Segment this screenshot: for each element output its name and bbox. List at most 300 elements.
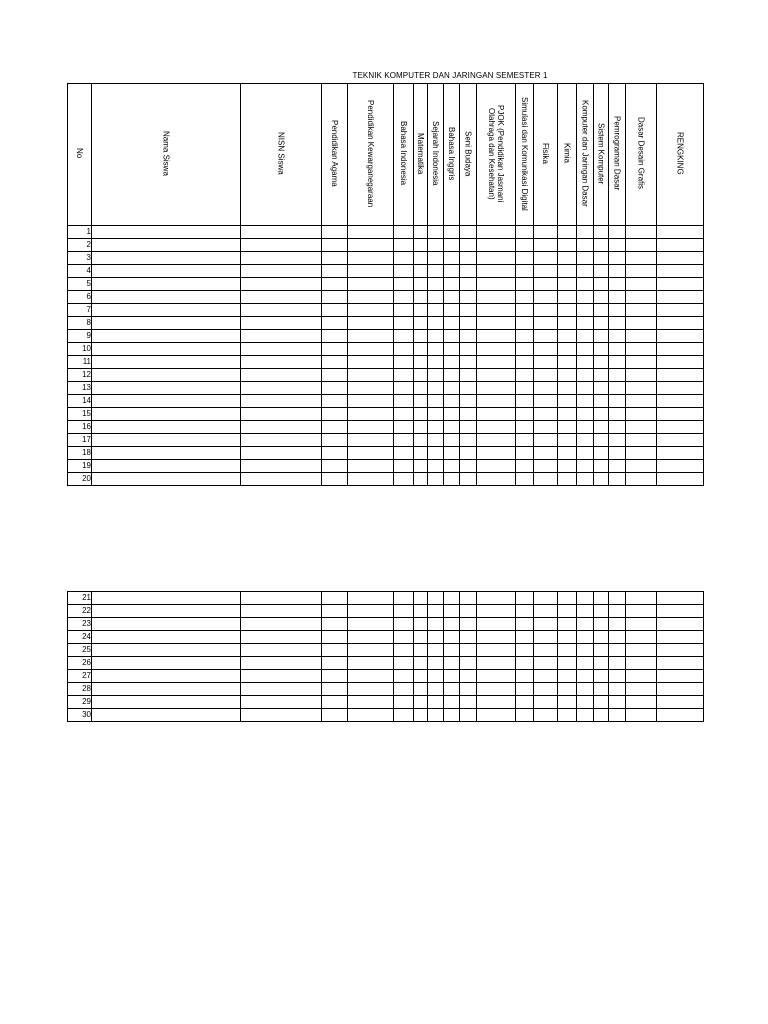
- grade-cell[interactable]: [534, 226, 558, 239]
- grade-cell[interactable]: [414, 460, 428, 473]
- grade-cell[interactable]: [394, 369, 414, 382]
- grade-cell[interactable]: [394, 239, 414, 252]
- grade-cell[interactable]: [477, 239, 516, 252]
- grade-cell[interactable]: [609, 265, 626, 278]
- grade-cell[interactable]: [609, 395, 626, 408]
- grade-cell[interactable]: [92, 317, 241, 330]
- grade-cell[interactable]: [444, 473, 460, 486]
- grade-cell[interactable]: [348, 592, 394, 605]
- grade-cell[interactable]: [477, 592, 516, 605]
- grade-cell[interactable]: [322, 343, 348, 356]
- grade-cell[interactable]: [241, 239, 322, 252]
- grade-cell[interactable]: [626, 369, 657, 382]
- grade-cell[interactable]: [394, 317, 414, 330]
- grade-cell[interactable]: [322, 657, 348, 670]
- grade-cell[interactable]: [626, 592, 657, 605]
- grade-cell[interactable]: [444, 421, 460, 434]
- grade-cell[interactable]: [626, 278, 657, 291]
- grade-cell[interactable]: [609, 683, 626, 696]
- grade-cell[interactable]: [577, 421, 594, 434]
- grade-cell[interactable]: [558, 395, 577, 408]
- grade-cell[interactable]: [92, 447, 241, 460]
- grade-cell[interactable]: [322, 265, 348, 278]
- grade-cell[interactable]: [460, 605, 477, 618]
- grade-cell[interactable]: [534, 473, 558, 486]
- grade-cell[interactable]: [516, 408, 534, 421]
- grade-cell[interactable]: [414, 670, 428, 683]
- grade-cell[interactable]: [428, 631, 444, 644]
- grade-cell[interactable]: [477, 291, 516, 304]
- grade-cell[interactable]: [460, 473, 477, 486]
- grade-cell[interactable]: [444, 709, 460, 722]
- grade-cell[interactable]: [92, 683, 241, 696]
- grade-cell[interactable]: [322, 709, 348, 722]
- grade-cell[interactable]: [626, 226, 657, 239]
- grade-cell[interactable]: [657, 421, 704, 434]
- grade-cell[interactable]: [414, 330, 428, 343]
- grade-cell[interactable]: [241, 408, 322, 421]
- grade-cell[interactable]: [626, 670, 657, 683]
- grade-cell[interactable]: [444, 631, 460, 644]
- grade-cell[interactable]: [460, 618, 477, 631]
- grade-cell[interactable]: [516, 460, 534, 473]
- grade-cell[interactable]: [428, 408, 444, 421]
- grade-cell[interactable]: [241, 304, 322, 317]
- grade-cell[interactable]: [516, 683, 534, 696]
- grade-cell[interactable]: [594, 330, 609, 343]
- grade-cell[interactable]: [626, 683, 657, 696]
- grade-cell[interactable]: [577, 592, 594, 605]
- grade-cell[interactable]: [657, 644, 704, 657]
- grade-cell[interactable]: [558, 421, 577, 434]
- grade-cell[interactable]: [609, 434, 626, 447]
- grade-cell[interactable]: [534, 382, 558, 395]
- grade-cell[interactable]: [477, 317, 516, 330]
- grade-cell[interactable]: [594, 618, 609, 631]
- grade-cell[interactable]: [558, 670, 577, 683]
- grade-cell[interactable]: [657, 408, 704, 421]
- grade-cell[interactable]: [477, 395, 516, 408]
- grade-cell[interactable]: [516, 631, 534, 644]
- grade-cell[interactable]: [609, 657, 626, 670]
- grade-cell[interactable]: [626, 618, 657, 631]
- grade-cell[interactable]: [534, 343, 558, 356]
- grade-cell[interactable]: [428, 447, 444, 460]
- grade-cell[interactable]: [348, 709, 394, 722]
- grade-cell[interactable]: [414, 696, 428, 709]
- grade-cell[interactable]: [577, 670, 594, 683]
- grade-cell[interactable]: [477, 226, 516, 239]
- grade-cell[interactable]: [609, 252, 626, 265]
- grade-cell[interactable]: [414, 447, 428, 460]
- grade-cell[interactable]: [348, 291, 394, 304]
- grade-cell[interactable]: [460, 644, 477, 657]
- grade-cell[interactable]: [657, 382, 704, 395]
- grade-cell[interactable]: [534, 460, 558, 473]
- grade-cell[interactable]: [394, 304, 414, 317]
- grade-cell[interactable]: [460, 239, 477, 252]
- grade-cell[interactable]: [657, 239, 704, 252]
- grade-cell[interactable]: [577, 356, 594, 369]
- grade-cell[interactable]: [516, 369, 534, 382]
- grade-cell[interactable]: [460, 343, 477, 356]
- grade-cell[interactable]: [428, 473, 444, 486]
- grade-cell[interactable]: [594, 460, 609, 473]
- grade-cell[interactable]: [577, 330, 594, 343]
- grade-cell[interactable]: [657, 226, 704, 239]
- grade-cell[interactable]: [534, 670, 558, 683]
- grade-cell[interactable]: [657, 592, 704, 605]
- grade-cell[interactable]: [92, 670, 241, 683]
- grade-cell[interactable]: [534, 317, 558, 330]
- grade-cell[interactable]: [460, 356, 477, 369]
- grade-cell[interactable]: [444, 239, 460, 252]
- grade-cell[interactable]: [414, 395, 428, 408]
- grade-cell[interactable]: [394, 447, 414, 460]
- grade-cell[interactable]: [322, 434, 348, 447]
- grade-cell[interactable]: [534, 395, 558, 408]
- grade-cell[interactable]: [477, 605, 516, 618]
- grade-cell[interactable]: [92, 343, 241, 356]
- grade-cell[interactable]: [92, 330, 241, 343]
- grade-cell[interactable]: [626, 304, 657, 317]
- grade-cell[interactable]: [444, 408, 460, 421]
- grade-cell[interactable]: [460, 382, 477, 395]
- grade-cell[interactable]: [558, 631, 577, 644]
- grade-cell[interactable]: [414, 356, 428, 369]
- grade-cell[interactable]: [394, 473, 414, 486]
- grade-cell[interactable]: [609, 317, 626, 330]
- grade-cell[interactable]: [657, 657, 704, 670]
- grade-cell[interactable]: [516, 592, 534, 605]
- grade-cell[interactable]: [626, 317, 657, 330]
- grade-cell[interactable]: [594, 709, 609, 722]
- grade-cell[interactable]: [414, 605, 428, 618]
- grade-cell[interactable]: [322, 592, 348, 605]
- grade-cell[interactable]: [414, 252, 428, 265]
- grade-cell[interactable]: [394, 356, 414, 369]
- grade-cell[interactable]: [322, 317, 348, 330]
- grade-cell[interactable]: [577, 434, 594, 447]
- grade-cell[interactable]: [394, 631, 414, 644]
- grade-cell[interactable]: [626, 239, 657, 252]
- grade-cell[interactable]: [394, 265, 414, 278]
- grade-cell[interactable]: [558, 278, 577, 291]
- grade-cell[interactable]: [348, 239, 394, 252]
- grade-cell[interactable]: [477, 369, 516, 382]
- grade-cell[interactable]: [414, 291, 428, 304]
- grade-cell[interactable]: [460, 657, 477, 670]
- grade-cell[interactable]: [460, 421, 477, 434]
- grade-cell[interactable]: [657, 291, 704, 304]
- grade-cell[interactable]: [609, 330, 626, 343]
- grade-cell[interactable]: [460, 330, 477, 343]
- grade-cell[interactable]: [322, 395, 348, 408]
- grade-cell[interactable]: [477, 252, 516, 265]
- grade-cell[interactable]: [558, 369, 577, 382]
- grade-cell[interactable]: [394, 434, 414, 447]
- grade-cell[interactable]: [428, 317, 444, 330]
- grade-cell[interactable]: [577, 317, 594, 330]
- grade-cell[interactable]: [477, 421, 516, 434]
- grade-cell[interactable]: [516, 709, 534, 722]
- grade-cell[interactable]: [477, 330, 516, 343]
- grade-cell[interactable]: [626, 291, 657, 304]
- grade-cell[interactable]: [657, 683, 704, 696]
- grade-cell[interactable]: [460, 369, 477, 382]
- grade-cell[interactable]: [477, 447, 516, 460]
- grade-cell[interactable]: [92, 618, 241, 631]
- grade-cell[interactable]: [92, 696, 241, 709]
- grade-cell[interactable]: [322, 291, 348, 304]
- grade-cell[interactable]: [577, 683, 594, 696]
- grade-cell[interactable]: [394, 592, 414, 605]
- grade-cell[interactable]: [609, 460, 626, 473]
- grade-cell[interactable]: [534, 239, 558, 252]
- grade-cell[interactable]: [516, 395, 534, 408]
- grade-cell[interactable]: [428, 644, 444, 657]
- grade-cell[interactable]: [460, 460, 477, 473]
- grade-cell[interactable]: [428, 605, 444, 618]
- grade-cell[interactable]: [394, 644, 414, 657]
- grade-cell[interactable]: [594, 317, 609, 330]
- grade-cell[interactable]: [92, 709, 241, 722]
- grade-cell[interactable]: [460, 291, 477, 304]
- grade-cell[interactable]: [444, 226, 460, 239]
- grade-cell[interactable]: [516, 252, 534, 265]
- grade-cell[interactable]: [414, 265, 428, 278]
- grade-cell[interactable]: [322, 644, 348, 657]
- grade-cell[interactable]: [414, 369, 428, 382]
- grade-cell[interactable]: [558, 644, 577, 657]
- grade-cell[interactable]: [594, 421, 609, 434]
- grade-cell[interactable]: [609, 408, 626, 421]
- grade-cell[interactable]: [348, 644, 394, 657]
- grade-cell[interactable]: [609, 618, 626, 631]
- grade-cell[interactable]: [322, 670, 348, 683]
- grade-cell[interactable]: [477, 670, 516, 683]
- grade-cell[interactable]: [241, 618, 322, 631]
- grade-cell[interactable]: [534, 369, 558, 382]
- grade-cell[interactable]: [534, 631, 558, 644]
- grade-cell[interactable]: [241, 369, 322, 382]
- grade-cell[interactable]: [558, 657, 577, 670]
- grade-cell[interactable]: [657, 631, 704, 644]
- grade-cell[interactable]: [394, 657, 414, 670]
- grade-cell[interactable]: [657, 252, 704, 265]
- grade-cell[interactable]: [516, 605, 534, 618]
- grade-cell[interactable]: [516, 304, 534, 317]
- grade-cell[interactable]: [92, 239, 241, 252]
- grade-cell[interactable]: [609, 382, 626, 395]
- grade-cell[interactable]: [241, 460, 322, 473]
- grade-cell[interactable]: [348, 395, 394, 408]
- grade-cell[interactable]: [577, 382, 594, 395]
- grade-cell[interactable]: [534, 696, 558, 709]
- grade-cell[interactable]: [92, 473, 241, 486]
- grade-cell[interactable]: [444, 618, 460, 631]
- grade-cell[interactable]: [348, 265, 394, 278]
- grade-cell[interactable]: [92, 304, 241, 317]
- grade-cell[interactable]: [348, 421, 394, 434]
- grade-cell[interactable]: [460, 670, 477, 683]
- grade-cell[interactable]: [414, 239, 428, 252]
- grade-cell[interactable]: [516, 618, 534, 631]
- grade-cell[interactable]: [558, 709, 577, 722]
- grade-cell[interactable]: [577, 473, 594, 486]
- grade-cell[interactable]: [241, 657, 322, 670]
- grade-cell[interactable]: [534, 447, 558, 460]
- grade-cell[interactable]: [657, 670, 704, 683]
- grade-cell[interactable]: [394, 395, 414, 408]
- grade-cell[interactable]: [657, 605, 704, 618]
- grade-cell[interactable]: [534, 683, 558, 696]
- grade-cell[interactable]: [516, 670, 534, 683]
- grade-cell[interactable]: [534, 356, 558, 369]
- grade-cell[interactable]: [626, 460, 657, 473]
- grade-cell[interactable]: [241, 330, 322, 343]
- grade-cell[interactable]: [428, 421, 444, 434]
- grade-cell[interactable]: [657, 473, 704, 486]
- grade-cell[interactable]: [241, 592, 322, 605]
- grade-cell[interactable]: [577, 304, 594, 317]
- grade-cell[interactable]: [657, 278, 704, 291]
- grade-cell[interactable]: [626, 395, 657, 408]
- grade-cell[interactable]: [657, 265, 704, 278]
- grade-cell[interactable]: [477, 709, 516, 722]
- grade-cell[interactable]: [460, 395, 477, 408]
- grade-cell[interactable]: [241, 709, 322, 722]
- grade-cell[interactable]: [460, 304, 477, 317]
- grade-cell[interactable]: [626, 696, 657, 709]
- grade-cell[interactable]: [577, 395, 594, 408]
- grade-cell[interactable]: [348, 434, 394, 447]
- grade-cell[interactable]: [477, 631, 516, 644]
- grade-cell[interactable]: [428, 670, 444, 683]
- grade-cell[interactable]: [428, 330, 444, 343]
- grade-cell[interactable]: [428, 239, 444, 252]
- grade-cell[interactable]: [241, 644, 322, 657]
- grade-cell[interactable]: [609, 670, 626, 683]
- grade-cell[interactable]: [460, 709, 477, 722]
- grade-cell[interactable]: [460, 278, 477, 291]
- grade-cell[interactable]: [534, 709, 558, 722]
- grade-cell[interactable]: [577, 278, 594, 291]
- grade-cell[interactable]: [534, 605, 558, 618]
- grade-cell[interactable]: [558, 343, 577, 356]
- grade-cell[interactable]: [428, 265, 444, 278]
- grade-cell[interactable]: [394, 709, 414, 722]
- grade-cell[interactable]: [241, 395, 322, 408]
- grade-cell[interactable]: [460, 631, 477, 644]
- grade-cell[interactable]: [594, 369, 609, 382]
- grade-cell[interactable]: [428, 343, 444, 356]
- grade-cell[interactable]: [428, 382, 444, 395]
- grade-cell[interactable]: [394, 291, 414, 304]
- grade-cell[interactable]: [609, 644, 626, 657]
- grade-cell[interactable]: [444, 683, 460, 696]
- grade-cell[interactable]: [444, 592, 460, 605]
- grade-cell[interactable]: [657, 356, 704, 369]
- grade-cell[interactable]: [428, 696, 444, 709]
- grade-cell[interactable]: [626, 408, 657, 421]
- grade-cell[interactable]: [657, 447, 704, 460]
- grade-cell[interactable]: [477, 356, 516, 369]
- grade-cell[interactable]: [534, 408, 558, 421]
- grade-cell[interactable]: [460, 447, 477, 460]
- grade-cell[interactable]: [394, 460, 414, 473]
- grade-cell[interactable]: [414, 278, 428, 291]
- grade-cell[interactable]: [477, 382, 516, 395]
- grade-cell[interactable]: [348, 317, 394, 330]
- grade-cell[interactable]: [558, 618, 577, 631]
- grade-cell[interactable]: [348, 330, 394, 343]
- grade-cell[interactable]: [241, 631, 322, 644]
- grade-cell[interactable]: [516, 317, 534, 330]
- grade-cell[interactable]: [414, 226, 428, 239]
- grade-cell[interactable]: [322, 239, 348, 252]
- grade-cell[interactable]: [428, 252, 444, 265]
- grade-cell[interactable]: [348, 447, 394, 460]
- grade-cell[interactable]: [558, 252, 577, 265]
- grade-cell[interactable]: [516, 278, 534, 291]
- grade-cell[interactable]: [558, 434, 577, 447]
- grade-cell[interactable]: [428, 657, 444, 670]
- grade-cell[interactable]: [477, 473, 516, 486]
- grade-cell[interactable]: [444, 291, 460, 304]
- grade-cell[interactable]: [322, 605, 348, 618]
- grade-cell[interactable]: [626, 657, 657, 670]
- grade-cell[interactable]: [241, 382, 322, 395]
- grade-cell[interactable]: [241, 291, 322, 304]
- grade-cell[interactable]: [322, 226, 348, 239]
- grade-cell[interactable]: [577, 657, 594, 670]
- grade-cell[interactable]: [348, 226, 394, 239]
- grade-cell[interactable]: [348, 605, 394, 618]
- grade-cell[interactable]: [414, 343, 428, 356]
- grade-cell[interactable]: [657, 395, 704, 408]
- grade-cell[interactable]: [558, 239, 577, 252]
- grade-cell[interactable]: [626, 434, 657, 447]
- grade-cell[interactable]: [594, 343, 609, 356]
- grade-cell[interactable]: [460, 252, 477, 265]
- grade-cell[interactable]: [241, 278, 322, 291]
- grade-cell[interactable]: [626, 343, 657, 356]
- grade-cell[interactable]: [241, 421, 322, 434]
- grade-cell[interactable]: [348, 657, 394, 670]
- grade-cell[interactable]: [477, 304, 516, 317]
- grade-cell[interactable]: [414, 683, 428, 696]
- grade-cell[interactable]: [394, 343, 414, 356]
- grade-cell[interactable]: [594, 356, 609, 369]
- grade-cell[interactable]: [444, 434, 460, 447]
- grade-cell[interactable]: [534, 265, 558, 278]
- grade-cell[interactable]: [516, 447, 534, 460]
- grade-cell[interactable]: [657, 343, 704, 356]
- grade-cell[interactable]: [577, 644, 594, 657]
- grade-cell[interactable]: [460, 592, 477, 605]
- grade-cell[interactable]: [594, 670, 609, 683]
- grade-cell[interactable]: [428, 709, 444, 722]
- grade-cell[interactable]: [92, 226, 241, 239]
- grade-cell[interactable]: [558, 605, 577, 618]
- grade-cell[interactable]: [558, 460, 577, 473]
- grade-cell[interactable]: [609, 291, 626, 304]
- grade-cell[interactable]: [594, 696, 609, 709]
- grade-cell[interactable]: [477, 278, 516, 291]
- grade-cell[interactable]: [414, 644, 428, 657]
- grade-cell[interactable]: [92, 369, 241, 382]
